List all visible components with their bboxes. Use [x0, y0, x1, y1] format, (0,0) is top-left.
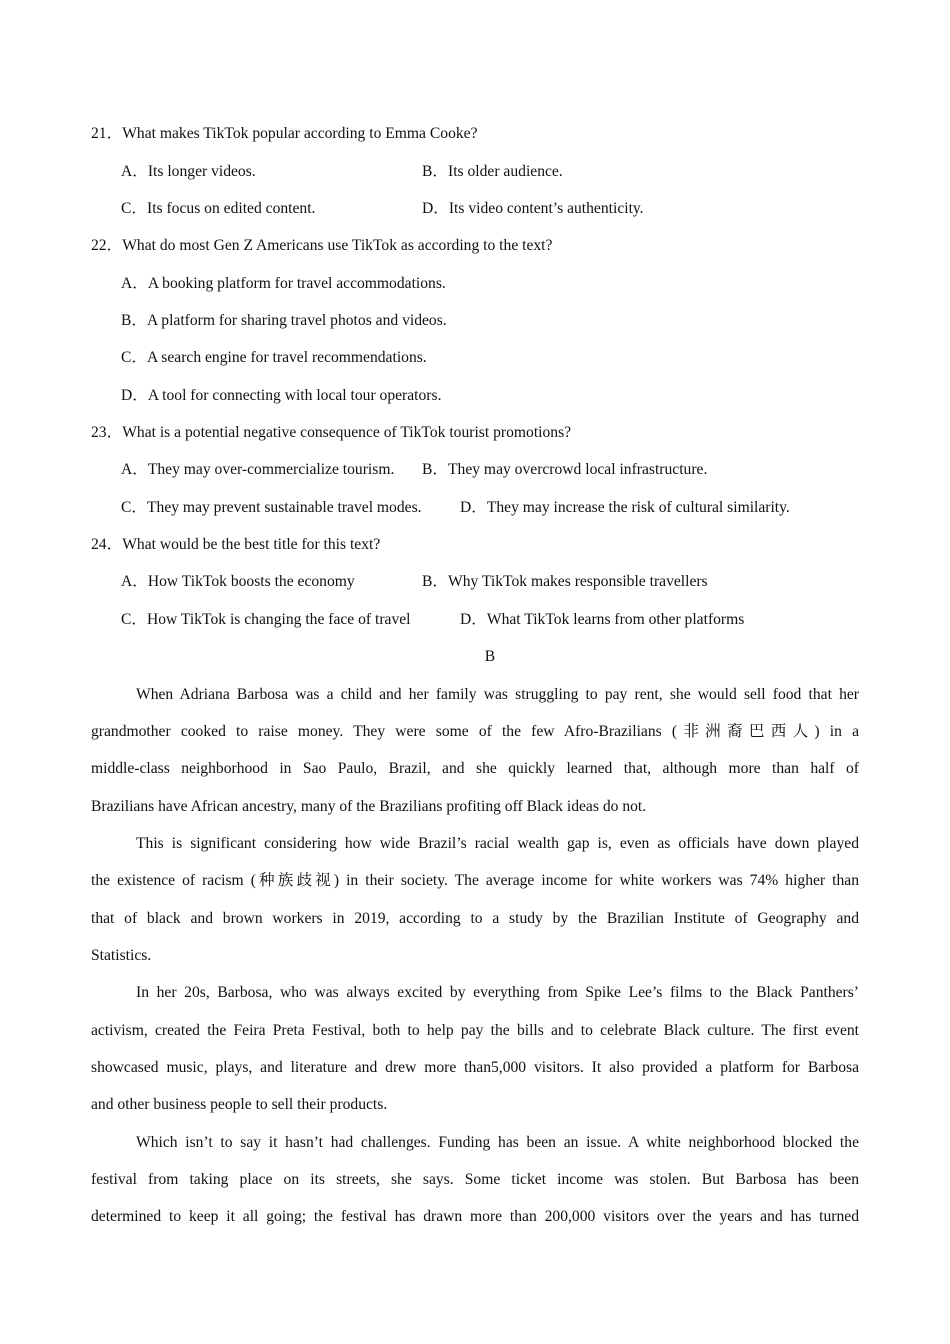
- paragraph-3-line: showcased music, plays, and literature and drew more than5,000 visitors. It also provided a platform for Barbosa: [91, 1059, 859, 1076]
- paragraph-4-line: determined to keep it all going; the festival has drawn more than 200,000 visitors over the years and has turned: [91, 1208, 859, 1225]
- question-24-option-c: C．How TikTok is changing the face of travel: [121, 611, 411, 628]
- question-24-option-b: B．Why TikTok makes responsible travellers: [422, 573, 708, 590]
- paragraph-2-line: This is significant considering how wide Brazil’s racial wealth gap is, even as officials have down played: [136, 835, 859, 852]
- paragraph-3-line: and other business people to sell their products.: [91, 1096, 388, 1113]
- question-23-stem: 23．What is a potential negative consequence of TikTok tourist promotions?: [91, 424, 572, 441]
- question-21-option-c: C．Its focus on edited content.: [121, 200, 316, 217]
- question-23-option-a: A．They may over-commercialize tourism.: [121, 461, 395, 478]
- paragraph-2-line: Statistics.: [91, 947, 152, 964]
- question-24-option-d: D．What TikTok learns from other platforms: [460, 611, 745, 628]
- question-22-option-c: C．A search engine for travel recommendations.: [121, 349, 427, 366]
- question-24-stem: 24．What would be the best title for this text?: [91, 536, 381, 553]
- section-heading: B: [484, 648, 496, 665]
- question-23-option-c: C．They may prevent sustainable travel modes.: [121, 499, 422, 516]
- paragraph-2-line: the existence of racism (种族歧视) in their society. The average income for white workers was 74% higher than: [91, 872, 859, 889]
- paragraph-4-line: festival from taking place on its streets, she says. Some ticket income was stolen. But Barbosa has been: [91, 1171, 859, 1188]
- paragraph-4-line: Which isn’t to say it hasn’t had challenges. Funding has been an issue. A white neighborhood blocked the: [136, 1134, 859, 1151]
- question-22-option-b: B．A platform for sharing travel photos and videos.: [121, 312, 447, 329]
- paragraph-3-line: activism, created the Feira Preta Festival, both to help pay the bills and to celebrate Black culture. The first event: [91, 1022, 859, 1039]
- question-21-stem: 21．What makes TikTok popular according to Emma Cooke?: [91, 125, 478, 142]
- question-21-option-b: B．Its older audience.: [422, 163, 563, 180]
- paragraph-1-line: When Adriana Barbosa was a child and her family was struggling to pay rent, she would sell food that her: [136, 686, 859, 703]
- paragraph-1-line: grandmother cooked to raise money. They were some of the few Afro-Brazilians (非洲裔巴西人) in a: [91, 723, 859, 740]
- paragraph-2-line: that of black and brown workers in 2019, according to a study by the Brazilian Institute of Geography and: [91, 910, 859, 927]
- paragraph-1-line: Brazilians have African ancestry, many of the Brazilians profiting off Black ideas do not.: [91, 798, 647, 815]
- question-21-option-d: D．Its video content’s authenticity.: [422, 200, 644, 217]
- paragraph-1-line: middle-class neighborhood in Sao Paulo, Brazil, and she quickly learned that, although more than half of: [91, 760, 859, 777]
- question-24-option-a: A．How TikTok boosts the economy: [121, 573, 355, 590]
- question-21-option-a: A．Its longer videos.: [121, 163, 256, 180]
- paragraph-3-line: In her 20s, Barbosa, who was always excited by everything from Spike Lee’s films to the Black Panthers’: [136, 984, 859, 1001]
- question-23-option-b: B．They may overcrowd local infrastructure.: [422, 461, 708, 478]
- question-23-option-d: D．They may increase the risk of cultural similarity.: [460, 499, 790, 516]
- question-22-option-a: A．A booking platform for travel accommodations.: [121, 275, 446, 292]
- question-22-option-d: D．A tool for connecting with local tour operators.: [121, 387, 442, 404]
- question-22-stem: 22．What do most Gen Z Americans use TikTok as according to the text?: [91, 237, 553, 254]
